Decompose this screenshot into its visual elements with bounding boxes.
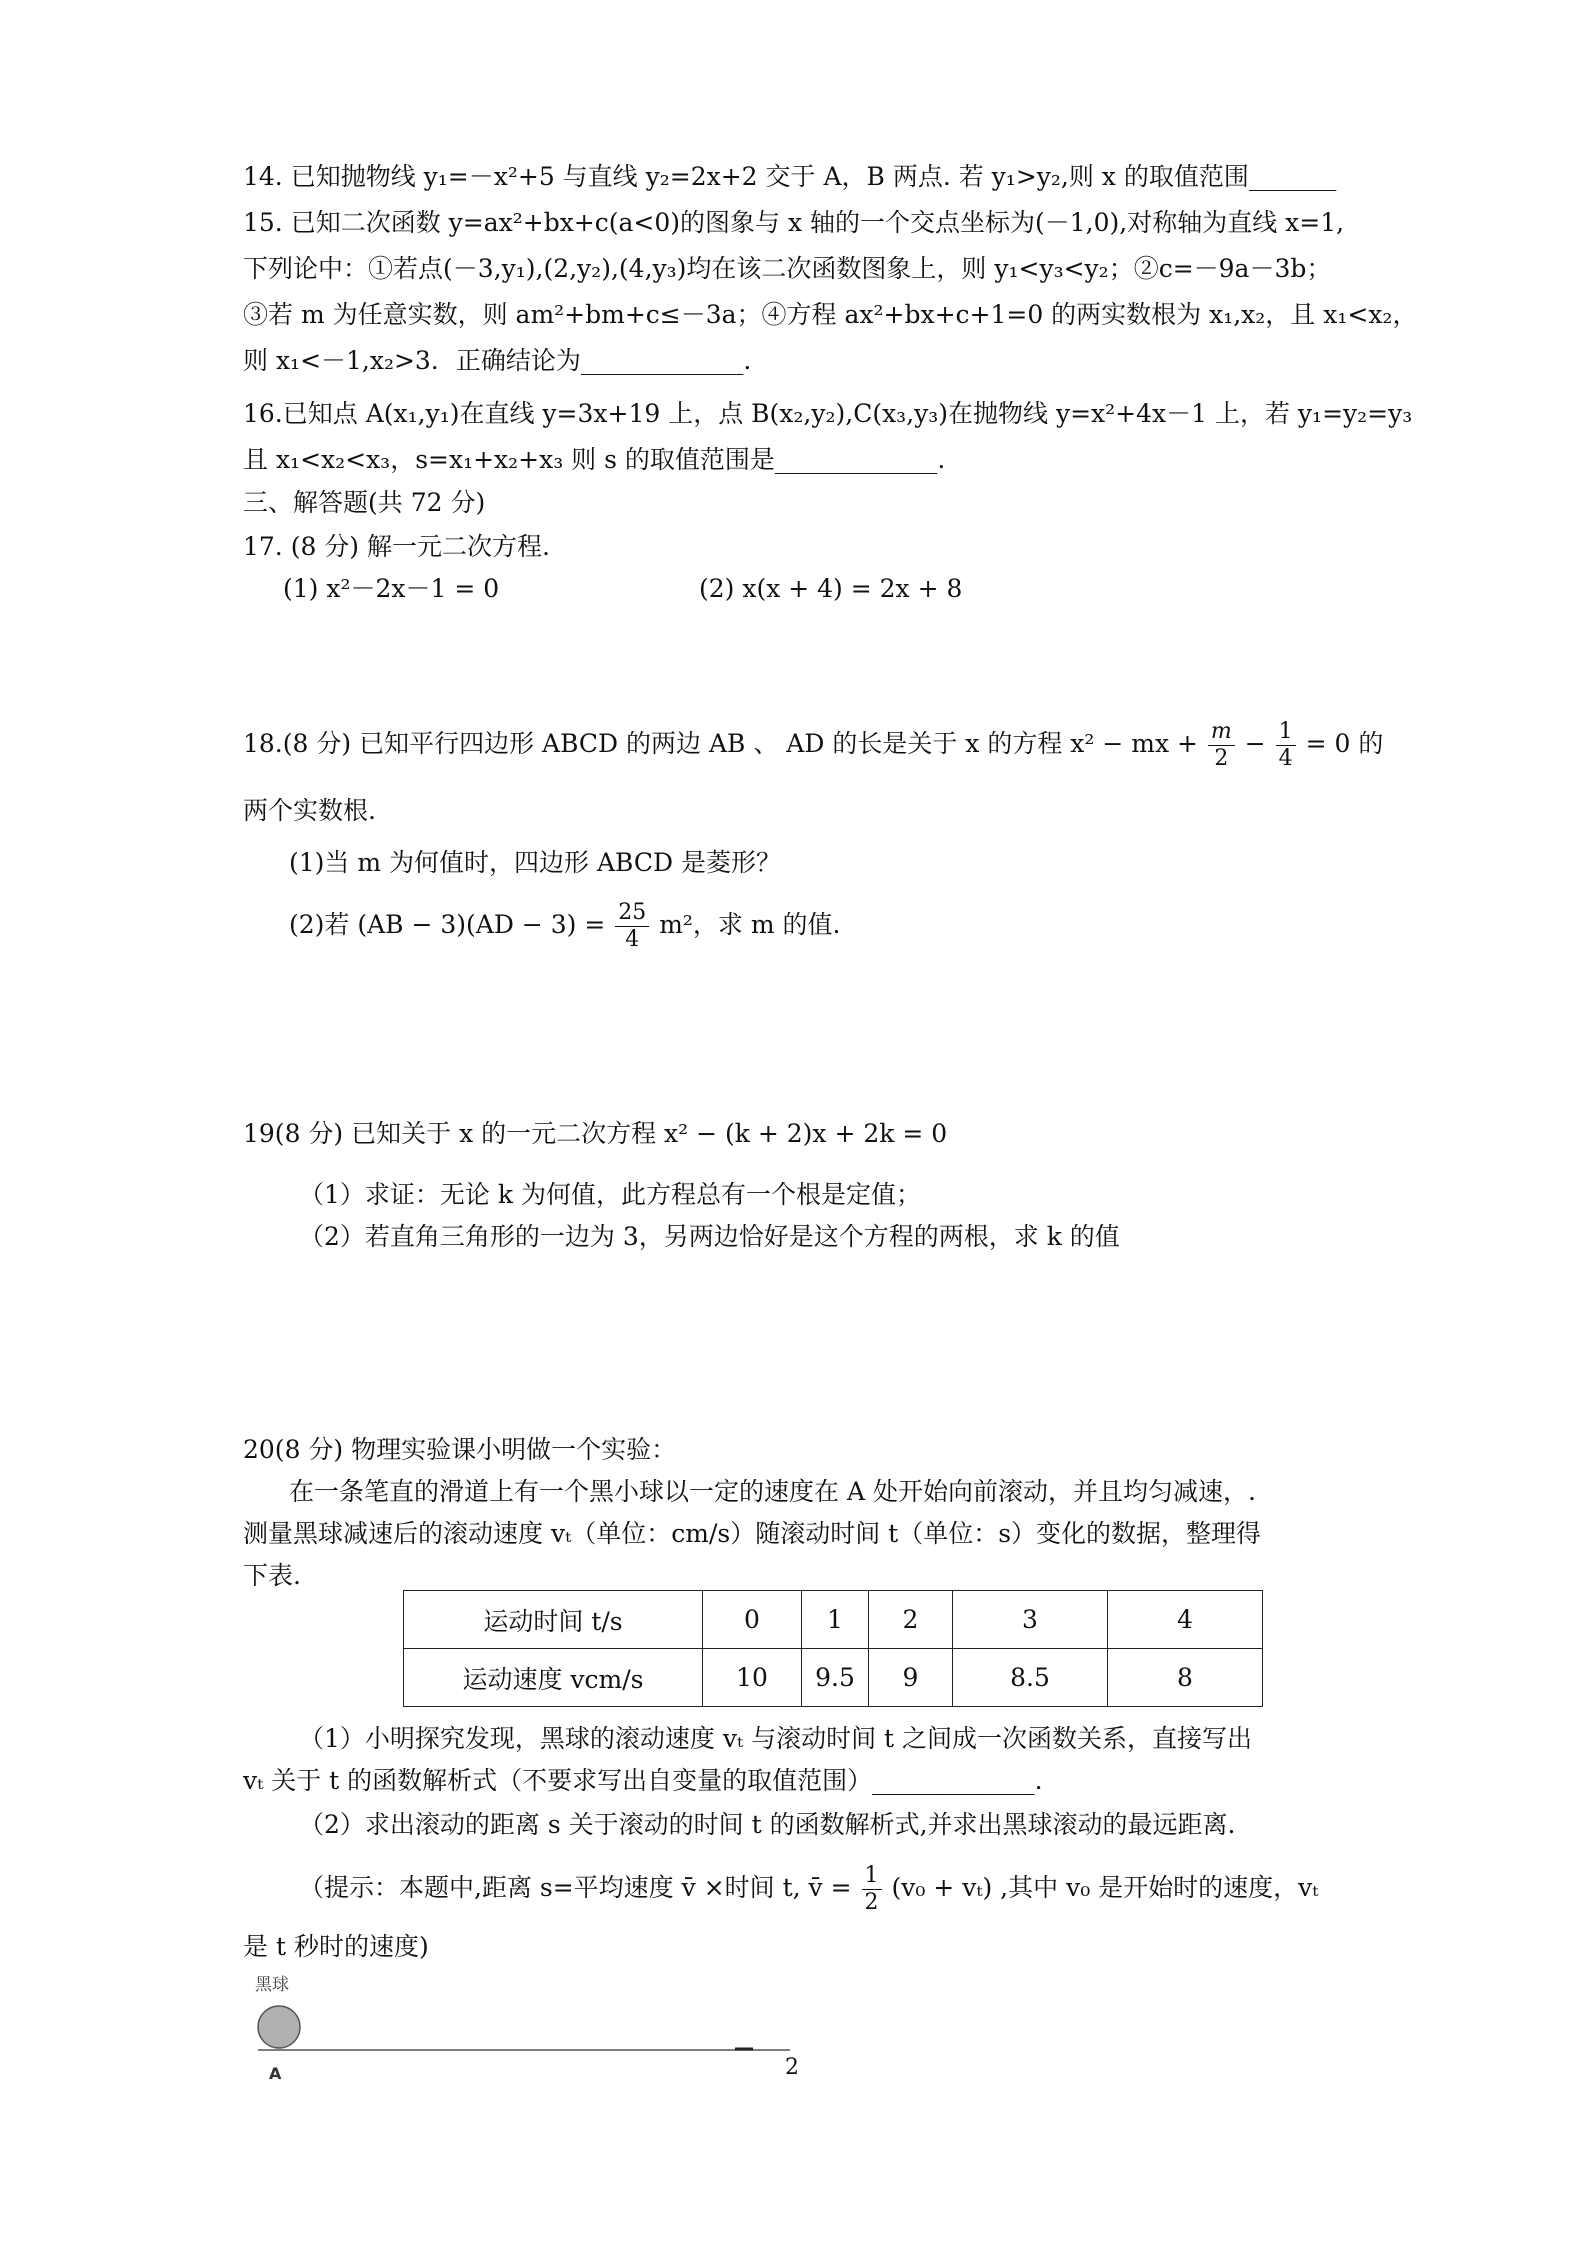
table-cell: 2 — [869, 1591, 953, 1649]
point-a-label: A — [269, 2064, 282, 2083]
ball-icon — [258, 2006, 300, 2048]
ball-track-figure — [255, 1970, 795, 2090]
section-3-heading: 三、解答题(共 72 分) — [243, 488, 486, 517]
ball-label: 黑球 — [255, 1975, 289, 1995]
table-row — [404, 1649, 1263, 1707]
question-16-line-2: 且 x₁<x₂<x₃，s=x₁+x₂+x₃ 则 s 的取值范围是_____________. — [243, 445, 946, 474]
table-cell: 9 — [869, 1649, 953, 1707]
question-17-part-2: (2) x(x + 4) = 2x + 8 — [699, 574, 963, 603]
track-drawing — [255, 1970, 795, 2090]
table-row — [404, 1591, 1263, 1649]
table-cell: 8 — [1108, 1649, 1263, 1707]
question-20-line-2: 测量黑球减速后的滚动速度 vₜ（单位：cm/s）随滚动时间 t（单位：s）变化的数据，整理得 — [243, 1519, 1262, 1548]
question-20-part-2: （2）求出滚动的距离 s 关于滚动的时间 t 的函数解析式,并求出黑球滚动的最远距离. — [299, 1810, 1236, 1839]
question-20-part-1-line-1: （1）小明探究发现，黑球的滚动速度 vₜ 与滚动时间 t 之间成一次函数关系，直接写出 — [299, 1724, 1253, 1753]
question-19: 19(8 分) 已知关于 x 的一元二次方程 x² − (k + 2)x + 2k = 0 — [243, 1119, 948, 1148]
fraction-25-over-4: $\frac{25}{4}$ — [615, 900, 649, 953]
question-19-part-1: （1）求证：无论 k 为何值，此方程总有一个根是定值； — [299, 1180, 921, 1209]
question-18-part-2: (2)若 (AB − 3)(AD − 3) = $\frac{25}{4}$ m²，求 m 的值. — [289, 900, 841, 952]
table-cell: 0 — [703, 1591, 802, 1649]
question-18-text: 18.(8 分) 已知平行四边形 ABCD 的两边 AB 、 AD 的长是关于 x 的方程 x² − mx + — [243, 729, 1198, 758]
question-14: 14. 已知抛物线 y₁=－x²+5 与直线 y₂=2x+2 交于 A，B 两点. 若 y₁>y₂,则 x 的取值范围_______ — [243, 162, 1337, 191]
question-15-line-2: 下列论中：①若点(－3,y₁),(2,y₂),(4,y₃)均在该二次函数图象上，则 y₁<y₃<y₂；②c=－9a－3b； — [243, 254, 1332, 283]
table-cell: 1 — [802, 1591, 869, 1649]
question-15-line-1: 15. 已知二次函数 y=ax²+bx+c(a<0)的图象与 x 轴的一个交点坐标为(－1,0),对称轴为直线 x=1, — [243, 208, 1345, 237]
question-20-part-1-line-2: vₜ 关于 t 的函数解析式（不要求写出自变量的取值范围）_____________. — [243, 1766, 1043, 1795]
question-18-line-1: 18.(8 分) 已知平行四边形 ABCD 的两边 AB 、 AD 的长是关于 x 的方程 x² − mx + $\frac{m}{2}$ − $\frac{1}{4}$ = 0 的 — [243, 719, 1384, 771]
table-cell: 10 — [703, 1649, 802, 1707]
question-20-line-3: 下表. — [243, 1561, 301, 1590]
table-cell: 8.5 — [953, 1649, 1108, 1707]
question-17: 17. (8 分) 解一元二次方程. — [243, 532, 550, 561]
question-20-line-1: 在一条笔直的滑道上有一个黑小球以一定的速度在 A 处开始向前滚动，并且均匀减速，. — [289, 1477, 1256, 1506]
fraction-1-over-2: $\frac{1}{2}$ — [862, 1863, 882, 1916]
question-20-hint-end: 是 t 秒时的速度) — [243, 1932, 429, 1961]
table-cell: 3 — [953, 1591, 1108, 1649]
page-number: 2 — [785, 2055, 799, 2080]
data-table — [403, 1590, 1263, 1707]
question-15-line-3: ③若 m 为任意实数，则 am²+bm+c≤－3a；④方程 ax²+bx+c+1=0 的两实数根为 x₁,x₂，且 x₁<x₂， — [243, 300, 1418, 329]
table-cell: 4 — [1108, 1591, 1263, 1649]
question-17-part-1: (1) x²－2x－1 = 0 — [283, 574, 500, 603]
question-20-hint: （提示：本题中,距离 s=平均速度 v̄ ×时间 t, v̄ = $\frac{1}{2}$ (v₀ + vₜ) ,其中 v₀ 是开始时的速度，vₜ — [299, 1863, 1319, 1915]
table-header-time: 运动时间 t/s — [404, 1591, 703, 1649]
question-18-line-2: 两个实数根. — [243, 796, 376, 825]
question-20: 20(8 分) 物理实验课小明做一个实验： — [243, 1435, 677, 1464]
table-header-speed: 运动速度 vcm/s — [404, 1649, 703, 1707]
fraction-1-over-4: $\frac{1}{4}$ — [1276, 719, 1296, 772]
table-cell: 9.5 — [802, 1649, 869, 1707]
question-18-part-1: (1)当 m 为何值时，四边形 ABCD 是菱形？ — [289, 848, 781, 877]
question-19-part-2: （2）若直角三角形的一边为 3，另两边恰好是这个方程的两根，求 k 的值 — [299, 1222, 1120, 1251]
fraction-m-over-2: $\frac{m}{2}$ — [1208, 719, 1235, 772]
question-15-line-4: 则 x₁<－1,x₂>3．正确结论为_____________. — [243, 346, 752, 375]
question-16-line-1: 16.已知点 A(x₁,y₁)在直线 y=3x+19 上，点 B(x₂,y₂),C(x₃,y₃)在抛物线 y=x²+4x－1 上，若 y₁=y₂=y₃ — [243, 399, 1413, 428]
